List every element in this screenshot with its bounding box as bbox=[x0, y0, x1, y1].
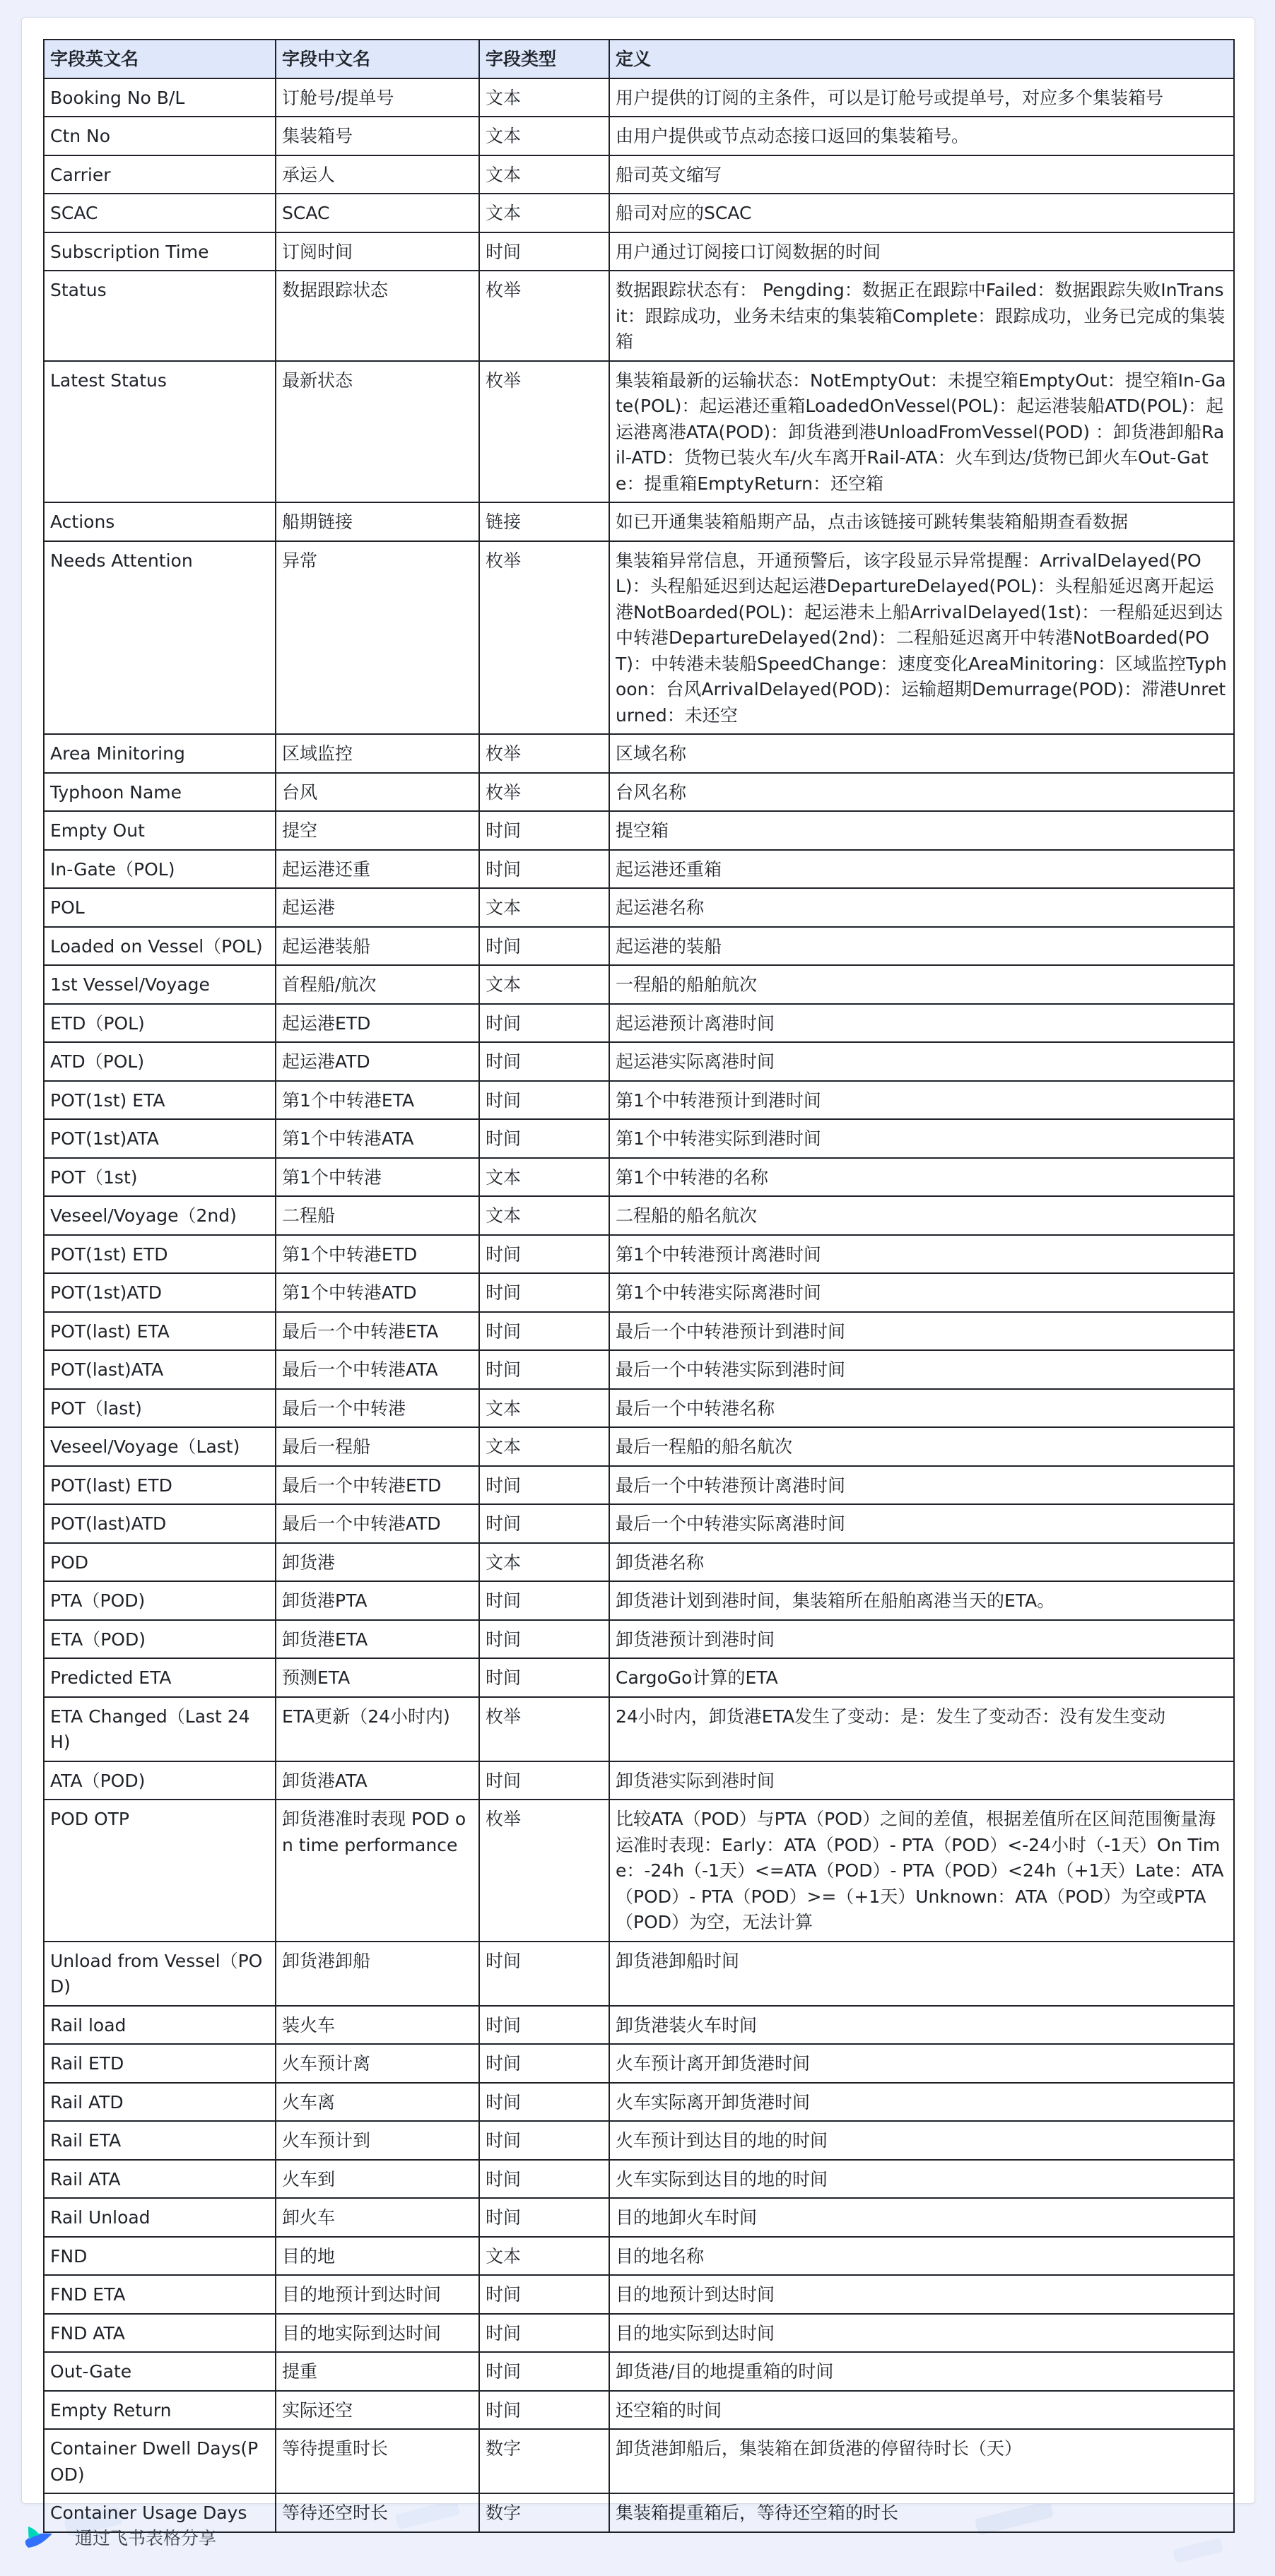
field-type-cell[interactable]: 时间 bbox=[479, 1942, 609, 2006]
definition-cell[interactable]: 集装箱提重箱后，等待还空箱的时长 bbox=[609, 2493, 1234, 2532]
english-name-cell[interactable]: Area Minitoring bbox=[44, 734, 276, 773]
definition-cell[interactable]: 火车实际到达目的地的时间 bbox=[609, 2160, 1234, 2199]
field-type-cell[interactable]: 文本 bbox=[479, 1389, 609, 1428]
english-name-cell[interactable]: Container Usage Days bbox=[44, 2493, 276, 2532]
definition-cell[interactable]: 火车预计到达目的地的时间 bbox=[609, 2121, 1234, 2160]
definition-cell[interactable]: 船司对应的SCAC bbox=[609, 194, 1234, 232]
english-name-cell[interactable]: Rail ATA bbox=[44, 2160, 276, 2199]
definition-cell[interactable]: 卸货港卸船后，集装箱在卸货港的停留待时长（天） bbox=[609, 2429, 1234, 2493]
table-row bbox=[44, 811, 1234, 850]
field-type-cell[interactable]: 时间 bbox=[479, 850, 609, 889]
field-type-cell[interactable]: 枚举 bbox=[479, 1697, 609, 1761]
definition-cell[interactable]: 最后一个中转港实际离港时间 bbox=[609, 1504, 1234, 1543]
field-type-cell[interactable]: 枚举 bbox=[479, 541, 609, 735]
field-type-cell[interactable]: 时间 bbox=[479, 2006, 609, 2045]
english-name-cell[interactable]: Typhoon Name bbox=[44, 773, 276, 812]
field-type-cell[interactable]: 文本 bbox=[479, 1196, 609, 1235]
chinese-name-cell[interactable]: 最后一个中转港ETA bbox=[276, 1312, 479, 1351]
field-type-cell[interactable]: 时间 bbox=[479, 1004, 609, 1043]
english-name-cell[interactable]: Rail ATD bbox=[44, 2083, 276, 2122]
english-name-cell[interactable]: POT(1st) ETD bbox=[44, 1235, 276, 1274]
definition-cell[interactable]: 用户通过订阅接口订阅数据的时间 bbox=[609, 232, 1234, 271]
english-name-cell[interactable]: Unload from Vessel（POD) bbox=[44, 1942, 276, 2006]
definition-cell[interactable]: 区域名称 bbox=[609, 734, 1234, 773]
share-footer-text: 通过飞书表格分享 bbox=[75, 2528, 217, 2548]
english-name-cell[interactable]: ETA Changed（Last 24H) bbox=[44, 1697, 276, 1761]
table-row bbox=[44, 1427, 1234, 1466]
field-type-cell[interactable]: 时间 bbox=[479, 2314, 609, 2353]
english-name-cell[interactable]: FND ETA bbox=[44, 2275, 276, 2314]
table-row bbox=[44, 2121, 1234, 2160]
table-header-row bbox=[44, 40, 1234, 78]
chinese-name-cell[interactable]: ETA更新（24小时内) bbox=[276, 1697, 479, 1761]
english-name-cell[interactable]: ATA（POD) bbox=[44, 1761, 276, 1800]
definition-cell[interactable]: 第1个中转港实际离港时间 bbox=[609, 1273, 1234, 1312]
field-type-cell[interactable]: 时间 bbox=[479, 927, 609, 966]
table-row bbox=[44, 888, 1234, 927]
table-row bbox=[44, 361, 1234, 503]
column-header-field-type[interactable]: 字段类型 bbox=[479, 40, 609, 78]
english-name-cell[interactable]: Loaded on Vessel（POL) bbox=[44, 927, 276, 966]
table-row bbox=[44, 773, 1234, 812]
english-name-cell[interactable]: POD bbox=[44, 1543, 276, 1582]
english-name-cell[interactable]: POT(1st)ATD bbox=[44, 1273, 276, 1312]
english-name-cell[interactable]: Latest Status bbox=[44, 361, 276, 503]
definition-cell[interactable]: 台风名称 bbox=[609, 773, 1234, 812]
field-type-cell[interactable]: 时间 bbox=[479, 1273, 609, 1312]
english-name-cell[interactable]: Rail Unload bbox=[44, 2198, 276, 2237]
table-body bbox=[44, 78, 1234, 2532]
definition-cell[interactable]: 火车实际离开卸货港时间 bbox=[609, 2083, 1234, 2122]
chinese-name-cell[interactable]: 装火车 bbox=[276, 2006, 479, 2045]
english-name-cell[interactable]: Predicted ETA bbox=[44, 1658, 276, 1697]
english-name-cell[interactable]: Empty Out bbox=[44, 811, 276, 850]
definition-cell[interactable]: 第1个中转港预计离港时间 bbox=[609, 1235, 1234, 1274]
table-row bbox=[44, 965, 1234, 1004]
chinese-name-cell[interactable]: 第1个中转港 bbox=[276, 1158, 479, 1197]
english-name-cell[interactable]: FND bbox=[44, 2237, 276, 2276]
table-row bbox=[44, 1658, 1234, 1697]
english-name-cell[interactable]: Status bbox=[44, 271, 276, 361]
chinese-name-cell[interactable]: 目的地实际到达时间 bbox=[276, 2314, 479, 2353]
table-row bbox=[44, 2352, 1234, 2391]
table-row bbox=[44, 1581, 1234, 1620]
table-row bbox=[44, 2006, 1234, 2045]
field-type-cell[interactable]: 枚举 bbox=[479, 1800, 609, 1942]
chinese-name-cell[interactable]: 二程船 bbox=[276, 1196, 479, 1235]
field-type-cell[interactable]: 时间 bbox=[479, 2198, 609, 2237]
chinese-name-cell[interactable]: 起运港ATD bbox=[276, 1042, 479, 1081]
field-type-cell[interactable]: 时间 bbox=[479, 2160, 609, 2199]
table-row bbox=[44, 2429, 1234, 2493]
chinese-name-cell[interactable]: 等待还空时长 bbox=[276, 2493, 479, 2532]
spreadsheet-sheet bbox=[21, 17, 1255, 2523]
chinese-name-cell[interactable]: 起运港ETD bbox=[276, 1004, 479, 1043]
definition-cell[interactable]: 起运港名称 bbox=[609, 888, 1234, 927]
chinese-name-cell[interactable]: 起运港 bbox=[276, 888, 479, 927]
english-name-cell[interactable]: ATD（POL) bbox=[44, 1042, 276, 1081]
table-row bbox=[44, 1158, 1234, 1197]
english-name-cell[interactable]: POT(last)ATD bbox=[44, 1504, 276, 1543]
field-type-cell[interactable]: 时间 bbox=[479, 1466, 609, 1505]
field-type-cell[interactable]: 文本 bbox=[479, 965, 609, 1004]
chinese-name-cell[interactable]: 卸火车 bbox=[276, 2198, 479, 2237]
definition-cell[interactable]: 一程船的船舶航次 bbox=[609, 965, 1234, 1004]
definition-cell[interactable]: 起运港还重箱 bbox=[609, 850, 1234, 889]
chinese-name-cell[interactable]: 第1个中转港ATA bbox=[276, 1119, 479, 1158]
chinese-name-cell[interactable]: 订舱号/提单号 bbox=[276, 78, 479, 117]
table-row bbox=[44, 1273, 1234, 1312]
table-row bbox=[44, 1081, 1234, 1120]
table-row bbox=[44, 271, 1234, 361]
english-name-cell[interactable]: POT(last) ETA bbox=[44, 1312, 276, 1351]
english-name-cell[interactable]: In-Gate（POL) bbox=[44, 850, 276, 889]
english-name-cell[interactable]: Booking No B/L bbox=[44, 78, 276, 117]
definition-cell[interactable]: 由用户提供或节点动态接口返回的集装箱号。 bbox=[609, 117, 1234, 155]
definition-cell[interactable]: 最后一程船的船名航次 bbox=[609, 1427, 1234, 1466]
field-type-cell[interactable]: 时间 bbox=[479, 2044, 609, 2083]
field-type-cell[interactable]: 时间 bbox=[479, 1312, 609, 1351]
field-type-cell[interactable]: 数字 bbox=[479, 2493, 609, 2532]
chinese-name-cell[interactable]: 起运港还重 bbox=[276, 850, 479, 889]
chinese-name-cell[interactable]: SCAC bbox=[276, 194, 479, 232]
table-row bbox=[44, 1004, 1234, 1043]
field-type-cell[interactable]: 时间 bbox=[479, 232, 609, 271]
field-type-cell[interactable]: 文本 bbox=[479, 1427, 609, 1466]
chinese-name-cell[interactable]: 卸货港ETA bbox=[276, 1620, 479, 1659]
chinese-name-cell[interactable]: 第1个中转港ETA bbox=[276, 1081, 479, 1120]
table-row bbox=[44, 2237, 1234, 2276]
field-type-cell[interactable]: 时间 bbox=[479, 1581, 609, 1620]
chinese-name-cell[interactable]: 起运港装船 bbox=[276, 927, 479, 966]
english-name-cell[interactable]: POT（1st) bbox=[44, 1158, 276, 1197]
chinese-name-cell[interactable]: 第1个中转港ATD bbox=[276, 1273, 479, 1312]
field-type-cell[interactable]: 文本 bbox=[479, 194, 609, 232]
english-name-cell[interactable]: Veseel/Voyage（Last) bbox=[44, 1427, 276, 1466]
field-type-cell[interactable]: 时间 bbox=[479, 1119, 609, 1158]
chinese-name-cell[interactable]: 卸货港 bbox=[276, 1543, 479, 1582]
table-row bbox=[44, 850, 1234, 889]
definition-cell[interactable]: 如已开通集装箱船期产品，点击该链接可跳转集装箱船期查看数据 bbox=[609, 502, 1234, 541]
chinese-name-cell[interactable]: 异常 bbox=[276, 541, 479, 735]
definition-cell[interactable]: 第1个中转港实际到港时间 bbox=[609, 1119, 1234, 1158]
chinese-name-cell[interactable]: 卸货港PTA bbox=[276, 1581, 479, 1620]
chinese-name-cell[interactable]: 首程船/航次 bbox=[276, 965, 479, 1004]
definition-cell[interactable]: 火车预计离开卸货港时间 bbox=[609, 2044, 1234, 2083]
table-row bbox=[44, 1042, 1234, 1081]
english-name-cell[interactable]: POT(last) ETD bbox=[44, 1466, 276, 1505]
column-header-chinese-name[interactable]: 字段中文名 bbox=[276, 40, 479, 78]
table-row bbox=[44, 2198, 1234, 2237]
english-name-cell[interactable]: Out-Gate bbox=[44, 2352, 276, 2391]
field-type-cell[interactable]: 文本 bbox=[479, 117, 609, 155]
chinese-name-cell[interactable]: 火车到 bbox=[276, 2160, 479, 2199]
chinese-name-cell[interactable]: 目的地预计到达时间 bbox=[276, 2275, 479, 2314]
english-name-cell[interactable]: POL bbox=[44, 888, 276, 927]
chinese-name-cell[interactable]: 台风 bbox=[276, 773, 479, 812]
table-row bbox=[44, 117, 1234, 155]
chinese-name-cell[interactable]: 提重 bbox=[276, 2352, 479, 2391]
definition-cell[interactable]: 第1个中转港的名称 bbox=[609, 1158, 1234, 1197]
chinese-name-cell[interactable]: 卸货港准时表现 POD on time performance bbox=[276, 1800, 479, 1942]
field-type-cell[interactable]: 文本 bbox=[479, 2237, 609, 2276]
definition-cell[interactable]: 船司英文缩写 bbox=[609, 155, 1234, 194]
table-row bbox=[44, 1761, 1234, 1800]
field-type-cell[interactable]: 链接 bbox=[479, 502, 609, 541]
field-type-cell[interactable]: 时间 bbox=[479, 2083, 609, 2122]
field-type-cell[interactable]: 时间 bbox=[479, 1081, 609, 1120]
table-row bbox=[44, 2044, 1234, 2083]
definition-cell[interactable]: 卸货港装火车时间 bbox=[609, 2006, 1234, 2045]
background-shape bbox=[1173, 2538, 1224, 2563]
definition-cell[interactable]: 比较ATA（POD）与PTA（POD）之间的差值，根据差值所在区间范围衡量海运准时表现：Early：ATA（POD）- PTA（POD）<-24小时（-1天）On Time：-24h（-1天）<=ATA（POD）- PTA（POD）<24h（+1天）Late：ATA（POD）- PTA（POD）>=（+1天）Unknown：ATA（POD）为空或PTA（POD）为空，无法计算 bbox=[609, 1800, 1234, 1942]
table-row bbox=[44, 1119, 1234, 1158]
chinese-name-cell[interactable]: 承运人 bbox=[276, 155, 479, 194]
chinese-name-cell[interactable]: 火车预计到 bbox=[276, 2121, 479, 2160]
definition-cell[interactable]: 数据跟踪状态有： Pengding：数据正在跟踪中Failed：数据跟踪失败InTransit：跟踪成功，业务未结束的集装箱Complete：跟踪成功，业务已完成的集装箱 bbox=[609, 271, 1234, 361]
field-type-cell[interactable]: 时间 bbox=[479, 1761, 609, 1800]
definition-cell[interactable]: 卸货港计划到港时间，集装箱所在船舶离港当天的ETA。 bbox=[609, 1581, 1234, 1620]
table-row bbox=[44, 2391, 1234, 2430]
english-name-cell[interactable]: FND ATA bbox=[44, 2314, 276, 2353]
field-type-cell[interactable]: 时间 bbox=[479, 1620, 609, 1659]
column-header-definition[interactable]: 定义 bbox=[609, 40, 1234, 78]
field-type-cell[interactable]: 时间 bbox=[479, 1504, 609, 1543]
definition-cell[interactable]: 目的地名称 bbox=[609, 2237, 1234, 2276]
field-type-cell[interactable]: 时间 bbox=[479, 2275, 609, 2314]
table-row bbox=[44, 1697, 1234, 1761]
english-name-cell[interactable]: 1st Vessel/Voyage bbox=[44, 965, 276, 1004]
definition-cell[interactable]: 最后一个中转港名称 bbox=[609, 1389, 1234, 1428]
table-row bbox=[44, 1235, 1234, 1274]
english-name-cell[interactable]: Actions bbox=[44, 502, 276, 541]
chinese-name-cell[interactable]: 火车离 bbox=[276, 2083, 479, 2122]
field-type-cell[interactable]: 时间 bbox=[479, 1658, 609, 1697]
english-name-cell[interactable]: SCAC bbox=[44, 194, 276, 232]
english-name-cell[interactable]: Empty Return bbox=[44, 2391, 276, 2430]
definition-cell[interactable]: 集装箱最新的运输状态：NotEmptyOut：未提空箱EmptyOut：提空箱In-Gate(POL)：起运港还重箱LoadedOnVessel(POL)：起运港装船ATD(POL)：起运港离港ATA(POD)：卸货港到港UnloadFromVessel(POD) ：卸货港卸船Rail-ATD：货物已装火车/火车离开Rail-ATA：火车到达/货物已卸火车Out-Gate：提重箱EmptyReturn：还空箱 bbox=[609, 361, 1234, 503]
field-type-cell[interactable]: 文本 bbox=[479, 888, 609, 927]
chinese-name-cell[interactable]: 提空 bbox=[276, 811, 479, 850]
definition-cell[interactable]: 二程船的船名航次 bbox=[609, 1196, 1234, 1235]
english-name-cell[interactable]: POT(1st)ATA bbox=[44, 1119, 276, 1158]
english-name-cell[interactable]: Rail load bbox=[44, 2006, 276, 2045]
field-definition-table bbox=[43, 39, 1235, 2533]
chinese-name-cell[interactable]: 实际还空 bbox=[276, 2391, 479, 2430]
field-type-cell[interactable]: 文本 bbox=[479, 1543, 609, 1582]
chinese-name-cell[interactable]: 最新状态 bbox=[276, 361, 479, 503]
english-name-cell[interactable]: PTA（POD) bbox=[44, 1581, 276, 1620]
chinese-name-cell[interactable]: 等待提重时长 bbox=[276, 2429, 479, 2493]
table-row bbox=[44, 2160, 1234, 2199]
definition-cell[interactable]: 起运港的装船 bbox=[609, 927, 1234, 966]
english-name-cell[interactable]: Rail ETD bbox=[44, 2044, 276, 2083]
english-name-cell[interactable]: POD OTP bbox=[44, 1800, 276, 1942]
field-type-cell[interactable]: 时间 bbox=[479, 1350, 609, 1389]
chinese-name-cell[interactable]: 卸货港卸船 bbox=[276, 1942, 479, 2006]
table-row bbox=[44, 78, 1234, 117]
english-name-cell[interactable]: Rail ETA bbox=[44, 2121, 276, 2160]
chinese-name-cell[interactable]: 最后一程船 bbox=[276, 1427, 479, 1466]
chinese-name-cell[interactable]: 卸货港ATA bbox=[276, 1761, 479, 1800]
table-row bbox=[44, 194, 1234, 232]
table-row bbox=[44, 1543, 1234, 1582]
table-row bbox=[44, 1504, 1234, 1543]
definition-cell[interactable]: 卸货港/目的地提重箱的时间 bbox=[609, 2352, 1234, 2391]
field-type-cell[interactable]: 时间 bbox=[479, 2121, 609, 2160]
definition-cell[interactable]: 卸货港名称 bbox=[609, 1543, 1234, 1582]
definition-cell[interactable]: 用户提供的订阅的主条件，可以是订舱号或提单号，对应多个集装箱号 bbox=[609, 78, 1234, 117]
chinese-name-cell[interactable]: 目的地 bbox=[276, 2237, 479, 2276]
english-name-cell[interactable]: POT(last)ATA bbox=[44, 1350, 276, 1389]
table-row bbox=[44, 1389, 1234, 1428]
field-type-cell[interactable]: 数字 bbox=[479, 2429, 609, 2493]
definition-cell[interactable]: 目的地卸火车时间 bbox=[609, 2198, 1234, 2237]
chinese-name-cell[interactable]: 船期链接 bbox=[276, 502, 479, 541]
english-name-cell[interactable]: Veseel/Voyage（2nd) bbox=[44, 1196, 276, 1235]
definition-cell[interactable]: 第1个中转港预计到港时间 bbox=[609, 1081, 1234, 1120]
field-type-cell[interactable]: 文本 bbox=[479, 1158, 609, 1197]
field-type-cell[interactable]: 枚举 bbox=[479, 773, 609, 812]
field-type-cell[interactable]: 时间 bbox=[479, 1235, 609, 1274]
definition-cell[interactable]: 最后一个中转港预计离港时间 bbox=[609, 1466, 1234, 1505]
definition-cell[interactable]: 24小时内，卸货港ETA发生了变动：是：发生了变动否：没有发生变动 bbox=[609, 1697, 1234, 1761]
english-name-cell[interactable]: Needs Attention bbox=[44, 541, 276, 735]
definition-cell[interactable]: 目的地实际到达时间 bbox=[609, 2314, 1234, 2353]
definition-cell[interactable]: 卸货港预计到港时间 bbox=[609, 1620, 1234, 1659]
definition-cell[interactable]: CargoGo计算的ETA bbox=[609, 1658, 1234, 1697]
column-header-english-name[interactable]: 字段英文名 bbox=[44, 40, 276, 78]
english-name-cell[interactable]: ETA（POD) bbox=[44, 1620, 276, 1659]
table-row bbox=[44, 1620, 1234, 1659]
table-row bbox=[44, 1800, 1234, 1942]
table-row bbox=[44, 2083, 1234, 2122]
field-type-cell[interactable]: 枚举 bbox=[479, 734, 609, 773]
chinese-name-cell[interactable]: 区域监控 bbox=[276, 734, 479, 773]
field-type-cell[interactable]: 文本 bbox=[479, 78, 609, 117]
english-name-cell[interactable]: Carrier bbox=[44, 155, 276, 194]
field-type-cell[interactable]: 时间 bbox=[479, 2352, 609, 2391]
definition-cell[interactable]: 起运港预计离港时间 bbox=[609, 1004, 1234, 1043]
field-type-cell[interactable]: 时间 bbox=[479, 1042, 609, 1081]
chinese-name-cell[interactable]: 预测ETA bbox=[276, 1658, 479, 1697]
field-type-cell[interactable]: 枚举 bbox=[479, 271, 609, 361]
table-row bbox=[44, 1350, 1234, 1389]
table-row bbox=[44, 541, 1234, 735]
definition-cell[interactable]: 目的地预计到达时间 bbox=[609, 2275, 1234, 2314]
feishu-logo-icon bbox=[21, 2522, 54, 2552]
table-row bbox=[44, 1196, 1234, 1235]
english-name-cell[interactable]: Subscription Time bbox=[44, 232, 276, 271]
field-type-cell[interactable]: 枚举 bbox=[479, 361, 609, 503]
definition-cell[interactable]: 起运港实际离港时间 bbox=[609, 1042, 1234, 1081]
table-row bbox=[44, 1942, 1234, 2006]
definition-cell[interactable]: 还空箱的时间 bbox=[609, 2391, 1234, 2430]
chinese-name-cell[interactable]: 最后一个中转港ETD bbox=[276, 1466, 479, 1505]
english-name-cell[interactable]: POT（last) bbox=[44, 1389, 276, 1428]
definition-cell[interactable]: 提空箱 bbox=[609, 811, 1234, 850]
definition-cell[interactable]: 最后一个中转港实际到港时间 bbox=[609, 1350, 1234, 1389]
definition-cell[interactable]: 卸货港实际到港时间 bbox=[609, 1761, 1234, 1800]
field-type-cell[interactable]: 文本 bbox=[479, 155, 609, 194]
english-name-cell[interactable]: POT(1st) ETA bbox=[44, 1081, 276, 1120]
table-row bbox=[44, 502, 1234, 541]
english-name-cell[interactable]: Container Dwell Days(POD) bbox=[44, 2429, 276, 2493]
chinese-name-cell[interactable]: 订阅时间 bbox=[276, 232, 479, 271]
definition-cell[interactable]: 最后一个中转港预计到港时间 bbox=[609, 1312, 1234, 1351]
english-name-cell[interactable]: ETD（POL) bbox=[44, 1004, 276, 1043]
field-type-cell[interactable]: 时间 bbox=[479, 811, 609, 850]
english-name-cell[interactable]: Ctn No bbox=[44, 117, 276, 155]
chinese-name-cell[interactable]: 数据跟踪状态 bbox=[276, 271, 479, 361]
chinese-name-cell[interactable]: 火车预计离 bbox=[276, 2044, 479, 2083]
table-row bbox=[44, 2314, 1234, 2353]
table-row bbox=[44, 2275, 1234, 2314]
definition-cell[interactable]: 集装箱异常信息，开通预警后，该字段显示异常提醒：ArrivalDelayed(POL)：头程船延迟到达起运港DepartureDelayed(POL)：头程船延迟离开起运港NotBoarded(POL)：起运港未上船ArrivalDelayed(1st)：一程船延迟到达中转港DepartureDelayed(2nd)：二程船延迟离开中转港NotBoarded(POT)：中转港未装船SpeedChange：速度变化AreaMinitoring：区域监控Typhoon：台风ArrivalDelayed(POD)：运输超期Demurrage(POD)：滞港Unreturned：未还空 bbox=[609, 541, 1234, 735]
table-row bbox=[44, 734, 1234, 773]
table-row bbox=[44, 927, 1234, 966]
chinese-name-cell[interactable]: 第1个中转港ETD bbox=[276, 1235, 479, 1274]
field-type-cell[interactable]: 时间 bbox=[479, 2391, 609, 2430]
definition-cell[interactable]: 卸货港卸船时间 bbox=[609, 1942, 1234, 2006]
chinese-name-cell[interactable]: 集装箱号 bbox=[276, 117, 479, 155]
table-row bbox=[44, 1466, 1234, 1505]
table-row bbox=[44, 1312, 1234, 1351]
chinese-name-cell[interactable]: 最后一个中转港 bbox=[276, 1389, 479, 1428]
table-row bbox=[44, 232, 1234, 271]
share-footer bbox=[21, 2519, 516, 2555]
chinese-name-cell[interactable]: 最后一个中转港ATA bbox=[276, 1350, 479, 1389]
chinese-name-cell[interactable]: 最后一个中转港ATD bbox=[276, 1504, 479, 1543]
table-row bbox=[44, 155, 1234, 194]
